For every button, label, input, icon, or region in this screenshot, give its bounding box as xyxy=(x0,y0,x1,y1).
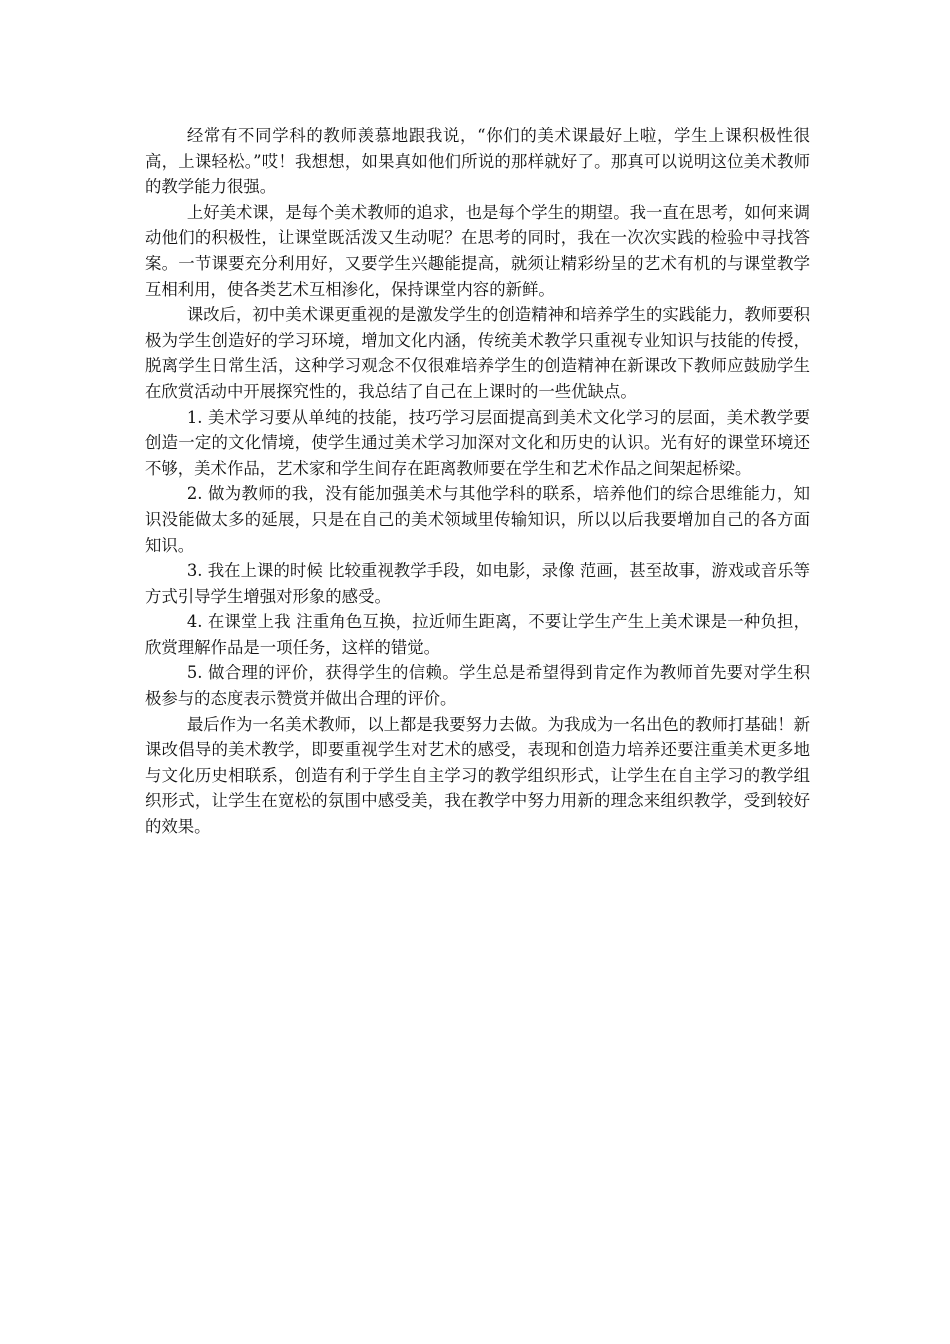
paragraph-conclusion: 最后作为一名美术教师，以上都是我要努力去做。为我成为一名出色的教师打基础！新课改倡导的美术教学，即要重视学生对艺术的感受，表现和创造力培养还要注重美术更多地与文化历史相联系，创造有利于学生自主学习的教学组织形式，让学生在自主学习的教学组织形式，让学生在宽松的氛围中感受美，我在教学中努力用新的理念来组织教学，受到较好的效果。 xyxy=(145,714,810,837)
paragraph-point-5: 5. 做合理的评价，获得学生的信赖。学生总是希望得到肯定作为教师首先要对学生积极参与的态度表示赞赏并做出合理的评价。 xyxy=(145,663,810,709)
paragraph-point-3: 3. 我在上课的时候 比较重视教学手段，如电影，录像 范画，甚至故事，游戏或音乐等方式引导学生增强对形象的感受。 xyxy=(145,561,810,606)
paragraph-intro: 经常有不同学科的教师羡慕地跟我说，“你们的美术课最好上啦，学生上课积极性很高，上课轻松。”哎！我想想，如果真如他们所说的那样就好了。那真可以说明这位美术教师的教学能力很强。 xyxy=(145,126,810,197)
paragraph-reform: 课改后，初中美术课更重视的是激发学生的创造精神和培养学生的实践能力，教师要积极为学生创造好的学习环境，增加文化内涵，传统美术教学只重视专业知识与技能的传授，脱离学生日常生活，这种学习观念不仅很难培养学生的创造精神在新课改下教师应鼓励学生在欣赏活动中开展探究性的，我总结了自己在上课时的一些优缺点。 xyxy=(145,305,810,401)
paragraph-point-4: 4. 在课堂上我 注重角色互换，拉近师生距离，不要让学生产生上美术课是一种负担，欣赏理解作品是一项任务，这样的错觉。 xyxy=(145,612,810,657)
document-body xyxy=(145,123,810,840)
paragraph-point-2: 2. 做为教师的我，没有能加强美术与其他学科的联系，培养他们的综合思维能力，知识没能做太多的延展，只是在自己的美术领域里传输知识，所以以后我要增加自己的各方面知识。 xyxy=(145,484,810,555)
paragraph-goal: 上好美术课，是每个美术教师的追求，也是每个学生的期望。我一直在思考，如何来调动他们的积极性，让课堂既活泼又生动呢？在思考的同时，我在一次次实践的检验中寻找答案。一节课要充分利用好，又要学生兴趣能提高，就须让精彩纷呈的艺术有机的与课堂教学互相利用，使各类艺术互相渗化，保持课堂内容的新鲜。 xyxy=(145,202,810,299)
paragraph-point-1: 1. 美术学习要从单纯的技能，技巧学习层面提高到美术文化学习的层面，美术教学要创造一定的文化情境，使学生通过美术学习加深对文化和历史的认识。光有好的课堂环境还不够，美术作品，艺术家和学生间存在距离教师要在学生和艺术作品之间架起桥梁。 xyxy=(145,407,810,478)
